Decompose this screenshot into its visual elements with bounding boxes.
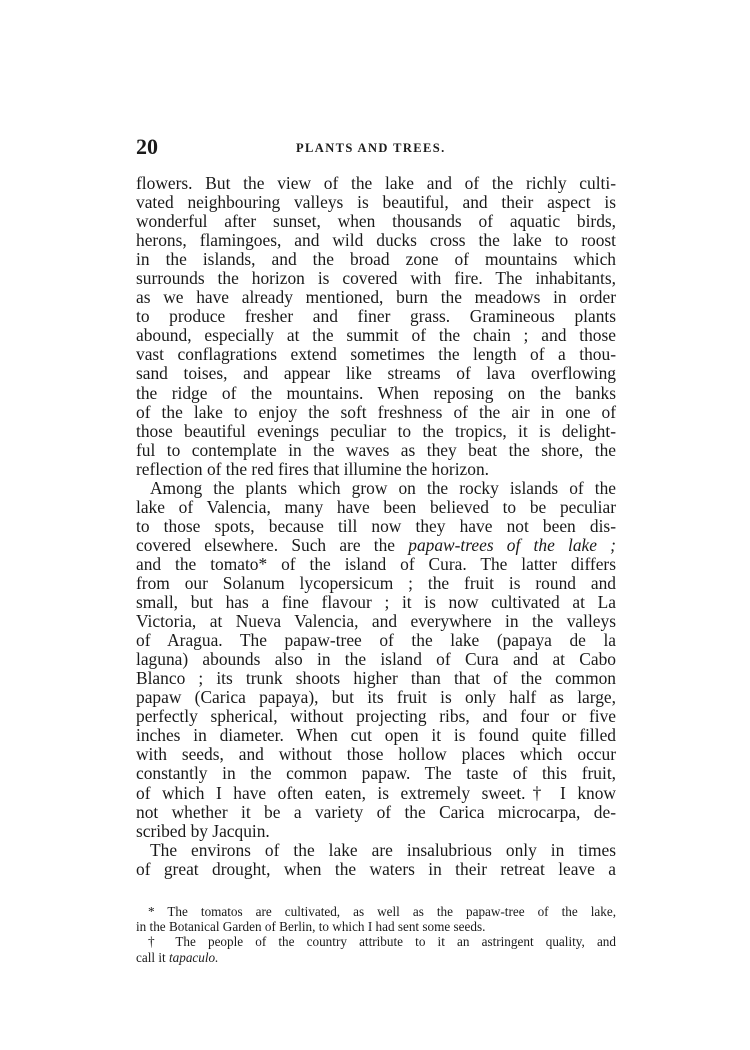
text-line: reflection of the red fires that illumine the horizon. xyxy=(136,458,490,479)
text-line: ful to contemplate in the waves as they beat the shore, the xyxy=(136,439,616,460)
text-line: in the islands, and the broad zone of mountains which xyxy=(136,249,616,270)
text-line: from our Solanum lycopersicum ; the fruit is round and xyxy=(136,572,616,593)
text-line: and the tomato* of the island of Cura. The latter differs xyxy=(136,553,616,574)
text-line: of the lake to enjoy the soft freshness of the air in one of xyxy=(136,401,616,422)
italic-term: tapaculo. xyxy=(168,949,219,965)
text-line: to produce fresher and finer grass. Gramineous plants xyxy=(136,306,616,327)
text-line: vated neighbouring valleys is beautiful, and their aspect is xyxy=(136,192,616,213)
text-line xyxy=(136,536,616,555)
text-line: flowers. But the view of the lake and of the richly culti- xyxy=(136,173,616,193)
text-line: of great drought, when the waters in their retreat leave a xyxy=(136,858,616,879)
text-line: to those spots, because till now they have not been dis- xyxy=(136,515,616,536)
text-line: sand toises, and appear like streams of lava overflowing xyxy=(136,363,616,384)
text-segment: covered elsewhere. Such are the xyxy=(136,534,396,555)
text-line: scribed by Jacquin. xyxy=(136,820,270,841)
text-line: vast conflagrations extend sometimes the length of a thou- xyxy=(136,344,616,365)
text-line: wonderful after sunset, when thousands of aquatic birds, xyxy=(136,211,616,232)
text-line: herons, flamingoes, and wild ducks cross the lake to roost xyxy=(136,230,616,251)
text-line: lake of Valencia, many have been believed to be peculiar xyxy=(136,496,616,517)
italic-phrase: papaw-trees of the lake ; xyxy=(408,534,616,555)
text-line: perfectly spherical, without projecting ribs, and four or five xyxy=(136,706,616,727)
running-head: PLANTS AND TREES. xyxy=(296,141,446,155)
text-line: as we have already mentioned, burn the meadows in order xyxy=(136,287,616,308)
text-line: surrounds the horizon is covered with fire. The inhabitants, xyxy=(136,268,616,289)
text-line: Blanco ; its trunk shoots higher than that of the common xyxy=(136,668,616,689)
text-line: laguna) abounds also in the island of Cura and at Cabo xyxy=(136,649,616,670)
text-line: Victoria, at Nueva Valencia, and everywhere in the valleys xyxy=(136,611,616,632)
text-line: inches in diameter. When cut open it is found quite filled xyxy=(136,725,616,746)
text-line: The environs of the lake are insalubrious only in times xyxy=(150,839,616,860)
footnote-segment: call it xyxy=(136,949,166,965)
page-header xyxy=(136,134,616,164)
footnotes xyxy=(136,904,616,965)
text-line: abound, especially at the summit of the chain ; and those xyxy=(136,325,616,346)
text-line: of which I have often eaten, is extremely sweet.† I know xyxy=(136,782,616,803)
text-line: Among the plants which grow on the rocky islands of the xyxy=(150,477,616,498)
footnote-line: in the Botanical Garden of Berlin, to which I had sent some seeds. xyxy=(136,919,486,935)
page-number: 20 xyxy=(136,134,158,159)
body-text xyxy=(136,174,616,879)
text-line: those beautiful evenings peculiar to the tropics, it is delight- xyxy=(136,420,616,441)
footnote-line: * The tomatos are cultivated, as well as the papaw-tree of the lake, xyxy=(148,904,616,919)
text-line: with seeds, and without those hollow places which occur xyxy=(136,744,616,765)
text-line: constantly in the common papaw. The taste of this fruit, xyxy=(136,763,616,784)
text-line: small, but has a fine flavour ; it is now cultivated at La xyxy=(136,592,616,613)
text-line: papaw (Carica papaya), but its fruit is only half as large, xyxy=(136,687,616,708)
text-line: not whether it be a variety of the Carica microcarpa, de- xyxy=(136,801,616,822)
footnote-line xyxy=(136,950,616,965)
text-line: the ridge of the mountains. When reposing on the banks xyxy=(136,382,616,403)
footnote-line: † The people of the country attribute to it an astringent quality, and xyxy=(148,934,616,950)
text-line: of Aragua. The papaw-tree of the lake (papaya de la xyxy=(136,630,616,651)
